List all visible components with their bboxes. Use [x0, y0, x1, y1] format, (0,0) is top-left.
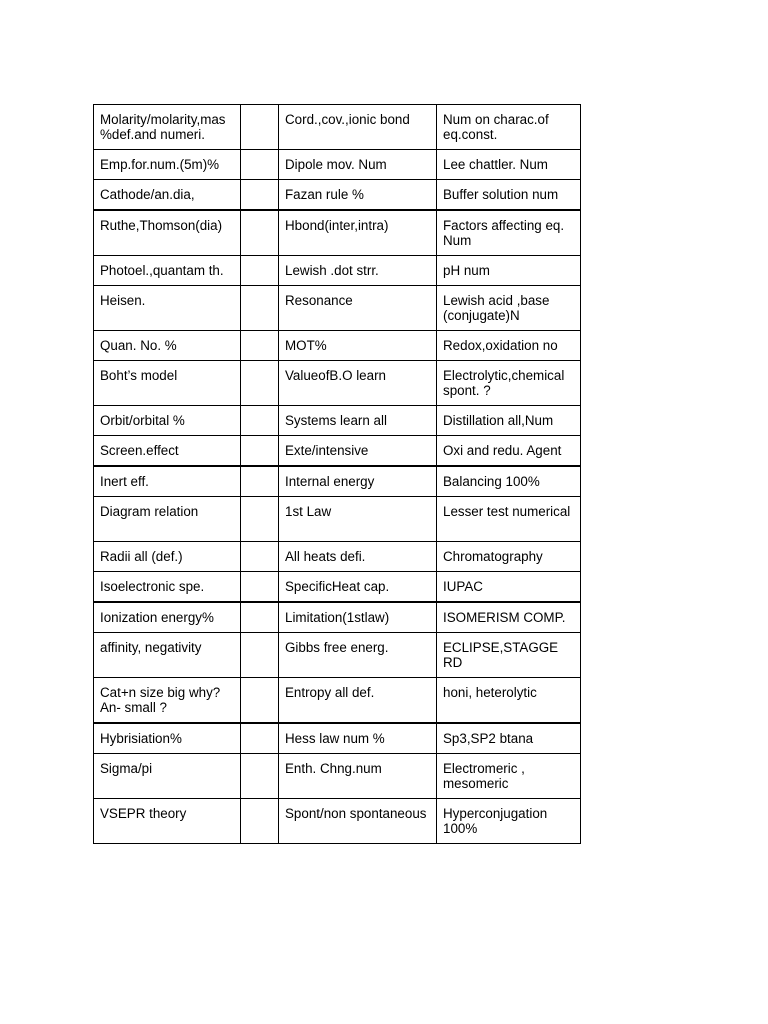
topic-cell-col1: Cat+n size big why? An- small ? [94, 678, 241, 724]
topic-cell-col1: VSEPR theory [94, 799, 241, 844]
topic-cell-col1: Photoel.,quantam th. [94, 256, 241, 286]
topic-cell-col4: Hyperconjugation 100% [437, 799, 581, 844]
blank-cell [241, 754, 279, 799]
topic-cell-col4: Lewish acid ,base (conjugate)N [437, 286, 581, 331]
table-row [94, 361, 581, 406]
topic-cell-col3: Resonance [279, 286, 437, 331]
table-row [94, 754, 581, 799]
blank-cell [241, 497, 279, 542]
table-row [94, 150, 581, 180]
topic-cell-col4: IUPAC [437, 572, 581, 603]
document-page [93, 104, 581, 844]
topic-cell-col3: Systems learn all [279, 406, 437, 436]
table-row [94, 436, 581, 467]
topic-cell-col1: Isoelectronic spe. [94, 572, 241, 603]
topic-cell-col3: Fazan rule % [279, 180, 437, 211]
table-row [94, 466, 581, 497]
table-row [94, 497, 581, 542]
topic-cell-col3: Enth. Chng.num [279, 754, 437, 799]
topic-cell-col1: Inert eff. [94, 466, 241, 497]
topic-cell-col4: Num on charac.of eq.const. [437, 105, 581, 150]
topic-cell-col3: Hbond(inter,intra) [279, 210, 437, 256]
topic-cell-col1: Radii all (def.) [94, 542, 241, 572]
blank-cell [241, 572, 279, 603]
topic-cell-col1: Emp.for.num.(5m)% [94, 150, 241, 180]
topic-cell-col4: Redox,oxidation no [437, 331, 581, 361]
blank-cell [241, 466, 279, 497]
topic-cell-col3: Lewish .dot strr. [279, 256, 437, 286]
topic-cell-col1: Heisen. [94, 286, 241, 331]
table-row [94, 678, 581, 724]
topic-cell-col4: Chromatography [437, 542, 581, 572]
blank-cell [241, 331, 279, 361]
topic-cell-col1: Cathode/an.dia, [94, 180, 241, 211]
table-row [94, 331, 581, 361]
topic-cell-col4: Electrolytic,chemical spont. ? [437, 361, 581, 406]
blank-cell [241, 406, 279, 436]
blank-cell [241, 256, 279, 286]
topic-cell-col3: Entropy all def. [279, 678, 437, 724]
blank-cell [241, 542, 279, 572]
topic-cell-col4: pH num [437, 256, 581, 286]
blank-cell [241, 678, 279, 724]
topic-cell-col4: honi, heterolytic [437, 678, 581, 724]
topic-cell-col3: ValueofB.O learn [279, 361, 437, 406]
blank-cell [241, 210, 279, 256]
topic-cell-col3: Hess law num % [279, 723, 437, 754]
topic-cell-col4: Buffer solution num [437, 180, 581, 211]
topic-cell-col3: Exte/intensive [279, 436, 437, 467]
topic-cell-col3: Internal energy [279, 466, 437, 497]
table-row [94, 572, 581, 603]
topic-cell-col1: Ruthe,Thomson(dia) [94, 210, 241, 256]
topic-cell-col1: Boht’s model [94, 361, 241, 406]
topic-cell-col3: MOT% [279, 331, 437, 361]
table-row [94, 602, 581, 633]
blank-cell [241, 150, 279, 180]
topic-cell-col3: Gibbs free energ. [279, 633, 437, 678]
topic-cell-col4: Electromeric , mesomeric [437, 754, 581, 799]
topic-cell-col1: affinity, negativity [94, 633, 241, 678]
blank-cell [241, 436, 279, 467]
topic-cell-col4: ISOMERISM COMP. [437, 602, 581, 633]
table-row [94, 799, 581, 844]
topic-cell-col4: Oxi and redu. Agent [437, 436, 581, 467]
topic-cell-col4: Lee chattler. Num [437, 150, 581, 180]
table-row [94, 723, 581, 754]
topic-cell-col3: Dipole mov. Num [279, 150, 437, 180]
topic-cell-col1: Hybrisiation% [94, 723, 241, 754]
table-row [94, 256, 581, 286]
blank-cell [241, 799, 279, 844]
table-row [94, 633, 581, 678]
blank-cell [241, 723, 279, 754]
topics-table [93, 104, 581, 844]
topic-cell-col3: 1st Law [279, 497, 437, 542]
topic-cell-col3: All heats defi. [279, 542, 437, 572]
topic-cell-col4: Lesser test numerical [437, 497, 581, 542]
topics-table-body [94, 105, 581, 844]
topic-cell-col3: Spont/non spontaneous [279, 799, 437, 844]
blank-cell [241, 602, 279, 633]
table-row [94, 542, 581, 572]
table-row [94, 406, 581, 436]
topic-cell-col4: Balancing 100% [437, 466, 581, 497]
table-row [94, 210, 581, 256]
table-row [94, 286, 581, 331]
topic-cell-col3: SpecificHeat cap. [279, 572, 437, 603]
topic-cell-col1: Quan. No. % [94, 331, 241, 361]
topic-cell-col3: Cord.,cov.,ionic bond [279, 105, 437, 150]
blank-cell [241, 105, 279, 150]
topic-cell-col4: Sp3,SP2 btana [437, 723, 581, 754]
topic-cell-col4: ECLIPSE,STAGGE RD [437, 633, 581, 678]
blank-cell [241, 286, 279, 331]
blank-cell [241, 180, 279, 211]
topic-cell-col1: Diagram relation [94, 497, 241, 542]
topic-cell-col1: Sigma/pi [94, 754, 241, 799]
topic-cell-col1: Orbit/orbital % [94, 406, 241, 436]
blank-cell [241, 361, 279, 406]
topic-cell-col1: Screen.effect [94, 436, 241, 467]
table-row [94, 105, 581, 150]
topic-cell-col1: Molarity/molarity,mas %def.and numeri. [94, 105, 241, 150]
topic-cell-col1: Ionization energy% [94, 602, 241, 633]
blank-cell [241, 633, 279, 678]
topic-cell-col3: Limitation(1stlaw) [279, 602, 437, 633]
topic-cell-col4: Distillation all,Num [437, 406, 581, 436]
table-row [94, 180, 581, 211]
topic-cell-col4: Factors affecting eq. Num [437, 210, 581, 256]
